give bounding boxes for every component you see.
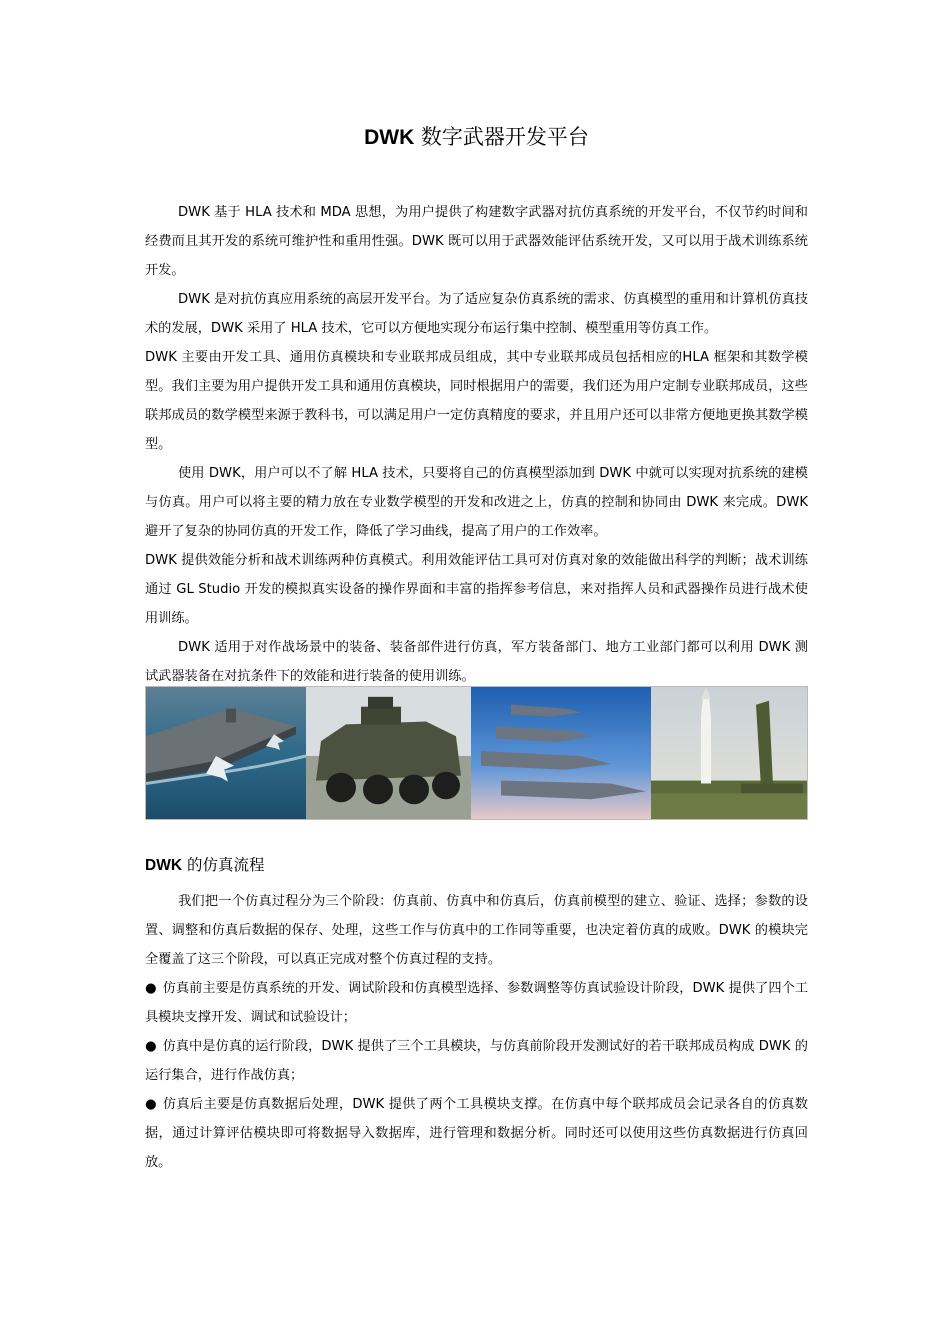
title-latin: DWK <box>364 126 415 149</box>
fighter-jets-photo <box>471 687 651 819</box>
bullet-icon: ● <box>145 1039 157 1054</box>
aircraft-carrier-photo <box>146 687 306 819</box>
bullet-icon: ● <box>145 1097 157 1112</box>
bullet-text-1: 仿真前主要是仿真系统的开发、调试阶段和仿真模型选择、参数调整等仿真试验设计阶段，DWK 提供了四个工具模块支撑开发、调试和试验设计； <box>145 981 809 1025</box>
title-rest: 数字武器开发平台 <box>414 125 589 149</box>
weapons-photo-strip <box>145 686 808 820</box>
missile-launcher-photo <box>651 687 807 819</box>
bullet-text-2: 仿真中是仿真的运行阶段，DWK 提供了三个工具模块，与仿真前阶段开发测试好的若干联邦成员构成 DWK 的运行集合，进行作战仿真； <box>145 1039 808 1083</box>
intro-body <box>145 198 808 691</box>
paragraph-4: 使用 DWK，用户可以不了解 HLA 技术，只要将自己的仿真模型添加到 DWK 中就可以实现对抗系统的建模与仿真。用户可以将主要的精力放在专业数学模型的开发和改进之上，仿真的控制和协同由 DWK 来完成。DWK 避开了复杂的协同仿真的开发工作，降低了学习曲线，提高了用户的工作效率。 <box>145 466 808 539</box>
paragraph-1: DWK 基于 HLA 技术和 MDA 思想，为用户提供了构建数字武器对抗仿真系统的开发平台，不仅节约时间和经费而且其开发的系统可维护性和重用性强。DWK 既可以用于武器效能评估系统开发，又可以用于战术训练系统开发。 <box>145 205 808 278</box>
bullet-item-2 <box>145 1032 808 1090</box>
paragraph-2: DWK 是对抗仿真应用系统的高层开发平台。为了适应复杂仿真系统的需求、仿真模型的重用和计算机仿真技术的发展，DWK 采用了 HLA 技术，它可以方便地实现分布运行集中控制、模型重用等仿真工作。 <box>145 292 808 336</box>
section-heading <box>145 850 808 881</box>
simulation-flow-section <box>145 850 808 1177</box>
bullet-text-3: 仿真后主要是仿真数据后处理，DWK 提供了两个工具模块支撑。在仿真中每个联邦成员会记录各自的仿真数据，通过计算评估模块即可将数据导入数据库，进行管理和数据分析。同时还可以使用这些仿真数据进行仿真回放。 <box>145 1097 808 1170</box>
section-intro: 我们把一个仿真过程分为三个阶段：仿真前、仿真中和仿真后，仿真前模型的建立、验证、选择；参数的设置、调整和仿真后数据的保存、处理，这些工作与仿真中的工作同等重要，也决定着仿真的成败。DWK 的模块完全覆盖了这三个阶段，可以真正完成对整个仿真过程的支持。 <box>145 894 808 967</box>
paragraph-6: DWK 适用于对作战场景中的装备、装备部件进行仿真，军方装备部门、地方工业部门都可以利用 DWK 测试武器装备在对抗条件下的效能和进行装备的使用训练。 <box>145 640 808 684</box>
paragraph-3: DWK 主要由开发工具、通用仿真模块和专业联邦成员组成，其中专业联邦成员包括相应的HLA 框架和其数学模型。我们主要为用户提供开发工具和通用仿真模块，同时根据用户的需要，我们还为用户定制专业联邦成员，这些联邦成员的数学模型来源于教科书，可以满足用户一定仿真精度的要求，并且用户还可以非常方便地更换其数学模型。 <box>145 350 808 452</box>
armored-vehicle-photo <box>306 687 471 819</box>
paragraph-5: DWK 提供效能分析和战术训练两种仿真模式。利用效能评估工具可对仿真对象的效能做出科学的判断；战术训练通过 GL Studio 开发的模拟真实设备的操作界面和丰富的指挥参考信息，来对指挥人员和武器操作员进行战术使用训练。 <box>145 553 808 626</box>
heading-rest: 的仿真流程 <box>182 856 265 874</box>
bullet-icon: ● <box>145 981 157 996</box>
bullet-item-3 <box>145 1090 808 1177</box>
bullet-item-1 <box>145 974 808 1032</box>
heading-latin: DWK <box>145 857 183 874</box>
page-title <box>145 124 808 151</box>
